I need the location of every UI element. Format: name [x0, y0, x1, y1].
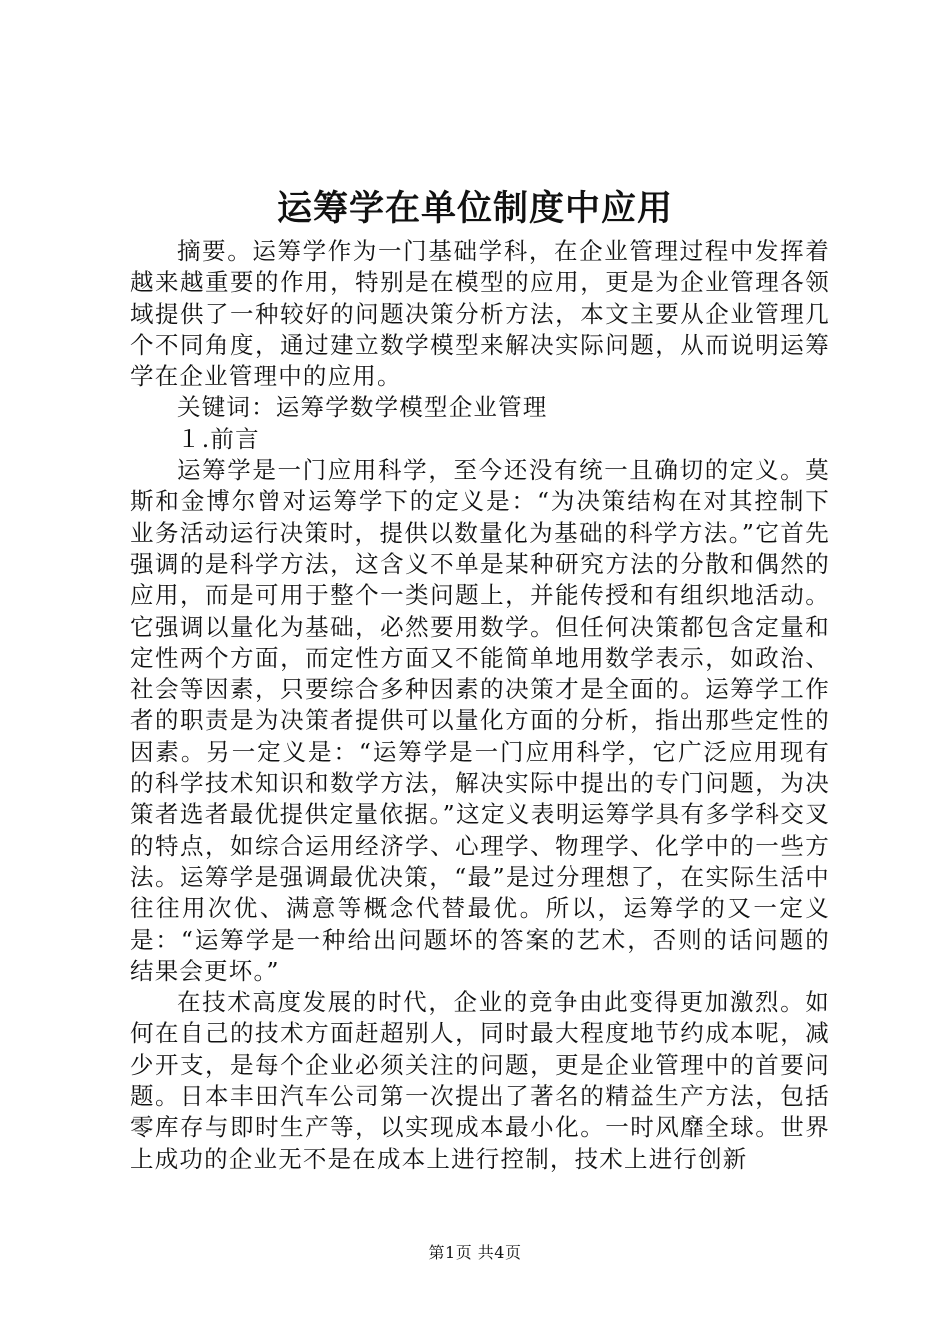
section-heading-preface: １.前言: [177, 424, 260, 453]
abstract-paragraph: 摘要。运筹学作为一门基础学科，在企业管理过程中发挥着越来越重要的作用，特别是在模型的应用，更是为企业管理各领域提供了一种较好的问题决策分析方法，本文主要从企业管理几个不同角度，通过建立数学模型来解决实际问题，从而说明运筹学在企业管理中的应用。: [130, 237, 830, 391]
keywords-paragraph: 关键词：运筹学数学模型企业管理: [177, 393, 548, 422]
document-body: [130, 236, 830, 1175]
page-footer: 第1页 共4页: [428, 1243, 522, 1262]
body-paragraph: 运筹学是一门应用科学，至今还没有统一且确切的定义。莫斯和金博尔曾对运筹学下的定义是：“为决策结构在对其控制下业务活动运行决策时，提供以数量化为基础的科学方法。”它首先强调的是科学方法，这含义不单是某种研究方法的分散和偶然的应用，而是可用于整个一类问题上，并能传授和有组织地活动。它强调以量化为基础，必然要用数学。但任何决策都包含定量和定性两个方面，而定性方面又不能简单地用数学表示，如政治、社会等因素，只要综合多种因素的决策才是全面的。运筹学工作者的职责是为决策者提供可以量化方面的分析，指出那些定性的因素。另一定义是：“运筹学是一门应用科学，它广泛应用现有的科学技术知识和数学方法，解决实际中提出的专门问题，为决策者选者最优提供定量依据。”这定义表明运筹学具有多学科交叉的特点，如综合运用经济学、心理学、物理学、化学中的一些方法。运筹学是强调最优决策，“最”是过分理想了，在实际生活中往往用次优、满意等概念代替最优。所以，运筹学的又一定义是：“运筹学是一种给出问题坏的答案的艺术，否则的话问题的结果会更坏。”: [130, 456, 830, 985]
body-paragraph: 在技术高度发展的时代，企业的竞争由此变得更加激烈。如何在自己的技术方面赶超别人，同时最大程度地节约成本呢，减少开支，是每个企业必须关注的问题，更是企业管理中的首要问题。日本丰田汽车公司第一次提出了著名的精益生产方法，包括零库存与即时生产等，以实现成本最小化。一时风靡全球。世界上成功的企业无不是在成本上进行控制，技术上进行创新: [130, 988, 830, 1173]
document-title: 运筹学在单位制度中应用: [276, 188, 673, 229]
